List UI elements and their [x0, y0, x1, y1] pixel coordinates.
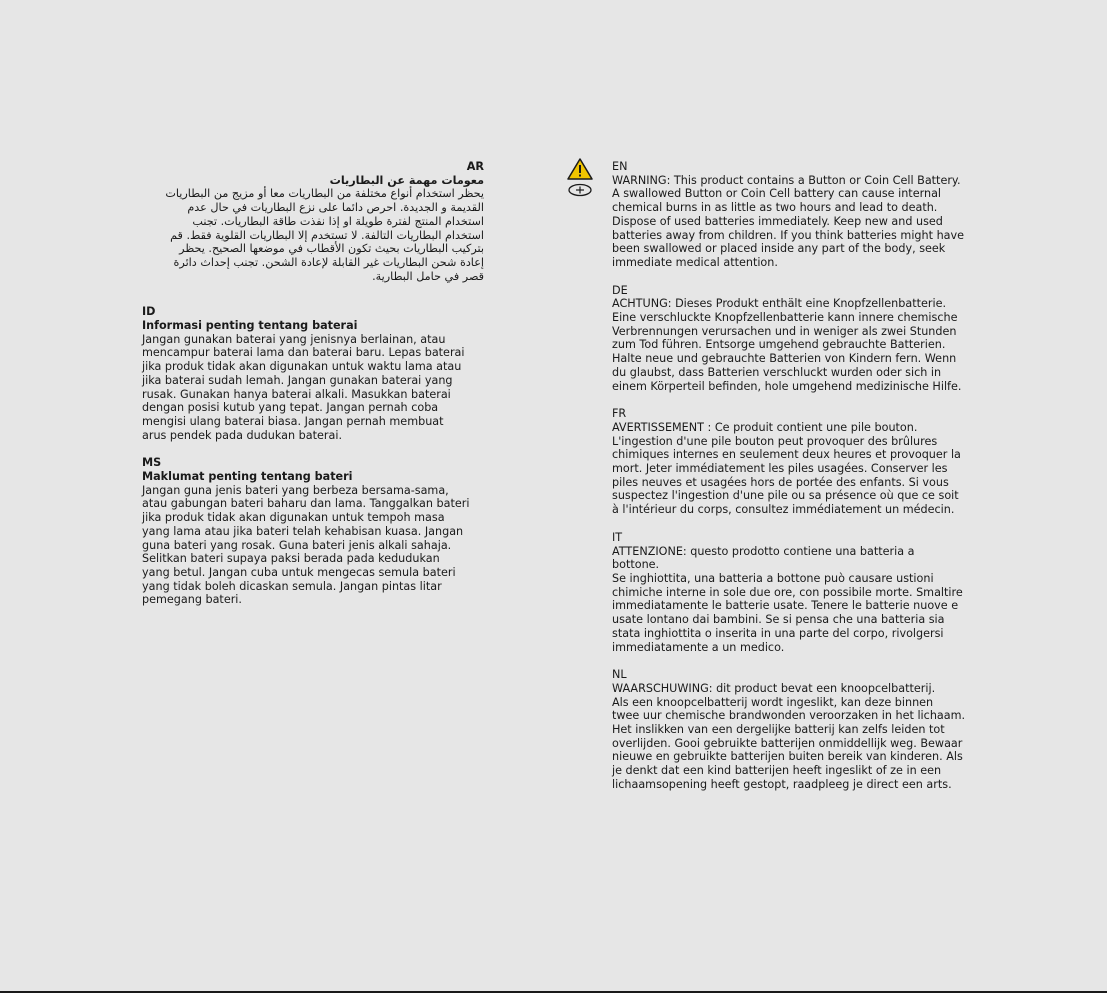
section-body: ACHTUNG: Dieses Produkt enthält eine Knopfzellenbatterie. Eine verschluckte Knopfzellenbatterie kann innere chemische Verbrennungen verursachen und in weniger als zwei Stunden zum Tod führen. Entsorge umgehend gebrauchte Batterien. Halte neue und gebrauchte Batterien von Kindern fern. Wenn du glaubst, dass Batterien verschluckt wurden oder sich in einem Körperteil befinden, hole umgehend medizinische Hilfe.: [612, 297, 962, 393]
warning-icons: [567, 158, 597, 197]
section-ar: [142, 160, 484, 283]
warning-triangle-icon: [567, 158, 593, 180]
language-code: ID: [142, 305, 156, 319]
section-en: [612, 160, 984, 270]
section-fr: [612, 407, 984, 517]
section-body: ATTENZIONE: questo prodotto contiene una batteria a bottone. Se inghiottita, una batteria a bottone può causare ustioni chimiche interne in sole due ore, con possibile morte. Smaltire immediatamente le batterie usate. Tenere le batterie nuove e usate lontano dai bambini. Se si pensa che una batteria sia stata inghiottita o inserita in una parte del corpo, rivolgersi immediatamente a un medico.: [612, 544, 963, 654]
language-code: EN: [612, 160, 628, 173]
section-body: Jangan guna jenis bateri yang berbeza bersama-sama, atau gabungan bateri baharu dan lama. Tanggalkan bateri jika produk tidak akan digunakan untuk tempoh masa yang lama atau jika bateri telah kehabisan kuasa. Jangan guna bateri yang rosak. Guna bateri jenis alkali sahaja. Selitkan bateri supaya paksi berada pada kedudukan yang betul. Jangan cuba untuk mengecas semula bateri yang tidak boleh dicaskan semula. Jangan pintas litar pemegang bateri.: [142, 483, 470, 607]
left-column: [142, 160, 484, 621]
section-body: Jangan gunakan baterai yang jenisnya berlainan, atau mencampur baterai lama dan baterai baru. Lepas baterai jika produk tidak akan digunakan untuk waktu lama atau jika baterai sudah lemah. Jangan gunakan baterai yang rusak. Gunakan hanya baterai alkali. Masukkan baterai dengan posisi kutub yang tepat. Jangan pernah coba mengisi ulang baterai biasa. Jangan pernah membuat arus pendek pada dudukan baterai.: [142, 332, 465, 442]
language-code: AR: [466, 160, 484, 173]
section-nl: [612, 668, 984, 791]
section-heading: Maklumat penting tentang bateri: [142, 470, 353, 484]
language-code: DE: [612, 283, 628, 297]
section-body: WARNING: This product contains a Button or Coin Cell Battery. A swallowed Button or Coin Cell battery can cause internal chemical burns in as little as two hours and lead to death. Dispose of used batteries immediately. Keep new and used batteries away from children. If you think batteries might have been swallowed or placed inside any part of the body, seek immediate medical attention.: [612, 173, 965, 269]
section-id: [142, 305, 484, 442]
language-code: NL: [612, 668, 627, 682]
section-heading: Informasi penting tentang baterai: [142, 319, 358, 333]
section-heading: معومات مهمة عن البطاريات: [329, 173, 484, 187]
section-body: AVERTISSEMENT : Ce produit contient une pile bouton. L'ingestion d'une pile bouton peut provoquer des brûlures chimiques internes en seulement deux heures et provoquer la mort. Jeter immédiatement les piles usagées. Conserver les piles neuves et usagées hors de portée des enfants. Si vous suspectez l'ingestion d'une pile ou sa présence où que ce soit à l'intérieur du corps, consultez immédiatement un médecin.: [612, 420, 961, 517]
section-body: يحظر استخدام أنواع مختلفة من البطاريات معا أو مزيج من البطاريات القديمة و الجديدة. احرص دائما على نزع البطاريات في حال عدم استخدام المنتج لفترة طويلة او إذا نفذت طاقة البطاريات. تجنب استخدام البطاريات التالفة. لا تستخدم إلا البطاريات القلوية فقط. قم بتركيب البطاريات بحيث تكون الأقطاب في موضعها الصحيح. يحظر إعادة شحن البطاريات غير القابلة لإعادة الشحن. تجنب إحداث دائرة قصر في حامل البطارية.: [165, 187, 484, 283]
language-code: FR: [612, 407, 627, 421]
language-code: IT: [612, 530, 623, 544]
section-body: WAARSCHUWING: dit product bevat een knoopcelbatterij. Als een knoopcelbatterij wordt ingeslikt, kan deze binnen twee uur chemische brandwonden veroorzaken in het lichaam. Het inslikken van een dergelijke batterij kan zelfs leiden tot overlijden. Gooi gebruikte batterijen onmiddellijk weg. Bewaar nieuwe en gebruikte batterijen buiten bereik van kinderen. Als je denkt dat een kind batterijen heeft ingeslikt of ze in een lichaamsopening heeft gestopt, raadpleeg je direct een arts.: [612, 681, 966, 791]
section-it: [612, 531, 984, 654]
language-code: MS: [142, 456, 162, 470]
section-ms: [142, 456, 484, 607]
section-de: [612, 284, 984, 394]
right-column: [612, 160, 984, 806]
coin-cell-battery-icon: [567, 183, 593, 197]
